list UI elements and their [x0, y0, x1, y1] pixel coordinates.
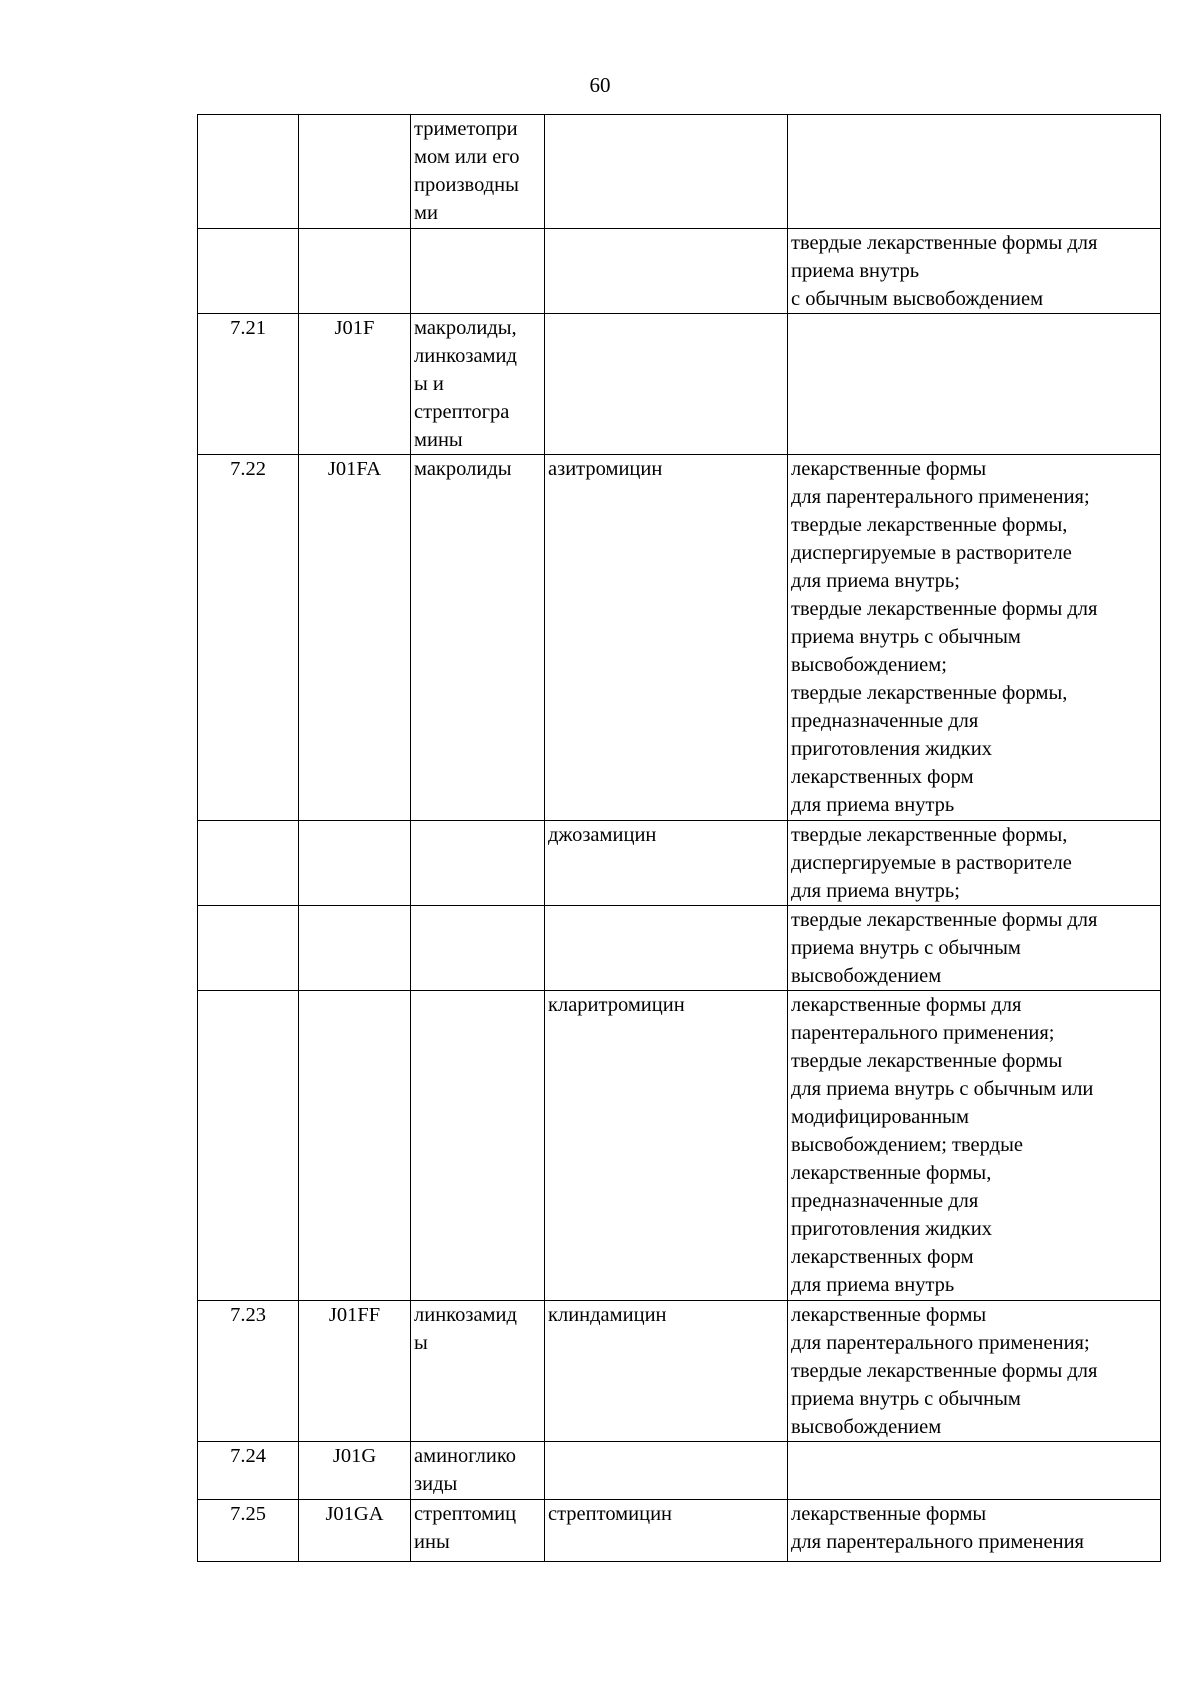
- row-number: [198, 229, 299, 314]
- atc-code: J01FF: [299, 1301, 411, 1442]
- row-number: [198, 906, 299, 991]
- row-number: 7.23: [198, 1301, 299, 1442]
- atc-code: J01FA: [299, 455, 411, 821]
- dosage-form: лекарственные формы для парентерального применения; твердые лекарственные формы, диспергируемые в растворителе для приема внутрь; твердые лекарственные формы для приема внутрь с обычным высвобождением; твердые лекарственные формы, предназначенные для приготовления жидких лекарственных форм для приема внутрь: [788, 455, 1161, 821]
- atc-code: J01F: [299, 314, 411, 455]
- drug-name: [545, 1442, 788, 1500]
- pharmacological-group: линкозамид ы: [411, 1301, 545, 1442]
- dosage-form: твердые лекарственные формы для приема внутрь с обычным высвобождением: [788, 906, 1161, 991]
- table-row: [198, 115, 1161, 229]
- table-row: [198, 229, 1161, 314]
- row-number: [198, 115, 299, 229]
- drug-table: [197, 114, 1161, 1562]
- atc-code: [299, 821, 411, 906]
- table-row: [198, 1301, 1161, 1442]
- table-row: [198, 455, 1161, 821]
- pharmacological-group: стрептомиц ины: [411, 1500, 545, 1562]
- drug-name: [545, 229, 788, 314]
- row-number: 7.24: [198, 1442, 299, 1500]
- drug-name: джозамицин: [545, 821, 788, 906]
- atc-code: [299, 229, 411, 314]
- table-row: [198, 906, 1161, 991]
- drug-name: [545, 906, 788, 991]
- page-number: 60: [589, 73, 611, 97]
- dosage-form: твердые лекарственные формы для приема внутрь с обычным высвобождением: [788, 229, 1161, 314]
- pharmacological-group: [411, 229, 545, 314]
- pharmacological-group: макролиды: [411, 455, 545, 821]
- dosage-form: [788, 115, 1161, 229]
- dosage-form: лекарственные формы для парентерального применения: [788, 1500, 1161, 1562]
- dosage-form: [788, 314, 1161, 455]
- pharmacological-group: макролиды, линкозамид ы и стрептогра мины: [411, 314, 545, 455]
- row-number: 7.25: [198, 1500, 299, 1562]
- atc-code: [299, 991, 411, 1301]
- row-number: [198, 821, 299, 906]
- drug-name: азитромицин: [545, 455, 788, 821]
- pharmacological-group: триметопри мом или его производны ми: [411, 115, 545, 229]
- drug-name: кларитромицин: [545, 991, 788, 1301]
- pharmacological-group: [411, 991, 545, 1301]
- atc-code: J01GA: [299, 1500, 411, 1562]
- drug-name: [545, 115, 788, 229]
- atc-code: [299, 115, 411, 229]
- table-row: [198, 1500, 1161, 1562]
- atc-code: [299, 906, 411, 991]
- drug-name: стрептомицин: [545, 1500, 788, 1562]
- dosage-form: [788, 1442, 1161, 1500]
- atc-code: J01G: [299, 1442, 411, 1500]
- dosage-form: твердые лекарственные формы, диспергируемые в растворителе для приема внутрь;: [788, 821, 1161, 906]
- table-row: [198, 991, 1161, 1301]
- row-number: [198, 991, 299, 1301]
- pharmacological-group: [411, 821, 545, 906]
- drug-name: [545, 314, 788, 455]
- dosage-form: лекарственные формы для парентерального применения; твердые лекарственные формы для приема внутрь с обычным высвобождением: [788, 1301, 1161, 1442]
- table-row: [198, 821, 1161, 906]
- row-number: 7.22: [198, 455, 299, 821]
- table-row: [198, 1442, 1161, 1500]
- table-row: [198, 314, 1161, 455]
- drug-name: клиндамицин: [545, 1301, 788, 1442]
- pharmacological-group: аминоглико зиды: [411, 1442, 545, 1500]
- pharmacological-group: [411, 906, 545, 991]
- dosage-form: лекарственные формы для парентерального применения; твердые лекарственные формы для приема внутрь с обычным или модифицированным высвобождением; твердые лекарственные формы, предназначенные для приготовления жидких лекарственных форм для приема внутрь: [788, 991, 1161, 1301]
- row-number: 7.21: [198, 314, 299, 455]
